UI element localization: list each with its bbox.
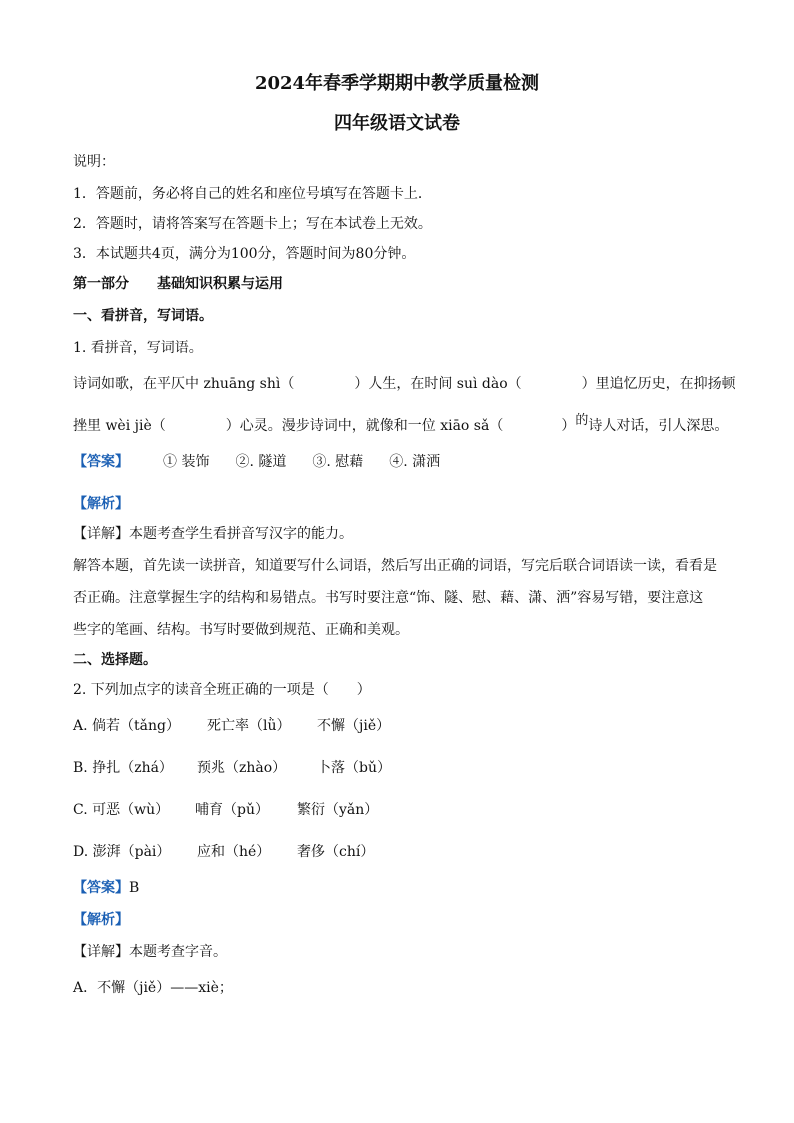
answer-item: ① 装饰 [163,454,210,470]
answer-value: B [129,880,140,896]
analysis-label: 【解析】 [73,912,129,928]
choice-option-a: A. 倘若（tǎng） 死亡率（lǜ） 不懈（jiě） [73,718,391,734]
section-heading: 一、看拼音，写词语。 [73,308,213,324]
question-passage-line: 挫里 wèi jiè（ ）心灵。漫步诗词中，就像和一位 xiāo sǎ（ ）的诗人对话，引人深思。 [73,413,729,434]
answer-item: ③. 慰藉 [312,454,364,470]
question-stem: 2. 下列加点字的读音全班正确的一项是（ ） [73,682,371,698]
analysis-detail: 【详解】本题考查学生看拼音写汉字的能力。 [73,526,353,542]
exam-subtitle: 四年级语文试卷 [334,113,460,134]
choice-option-c: C. 可恶（wù） 哺育（pǔ） 繁衍（yǎn） [73,802,379,818]
answer-row [73,878,139,898]
choice-option-b: B. 挣扎（zhá） 预兆（zhào） 卜落（bǔ） [73,760,391,776]
analysis-label: 【解析】 [73,496,129,512]
answer-item: ④. 潇洒 [389,454,441,470]
answer-label: 【答案】 [73,454,129,470]
instructions-label: 说明： [73,154,115,170]
question-stem: 1. 看拼音，写词语。 [73,340,203,356]
answer-item: ②. 隧道 [235,454,287,470]
instruction-item: 2．答题时，请将答案写在答题卡上；写在本试卷上无效。 [73,216,432,232]
section-heading: 二、选择题。 [73,652,157,668]
question-passage-line: 诗词如歌，在平仄中 zhuāng shì（ ）人生，在时间 suì dào（ ）里追忆历史，在抑扬顿 [73,376,736,392]
analysis-paragraph: 否正确。注意掌握生字的结构和易错点。书写时要注意“饰、隧、慰、藉、潇、洒”容易写错，要注意这 [73,590,704,606]
part-title: 基础知识积累与运用 [157,276,283,292]
answer-row [73,452,466,472]
part-label: 第一部分 [73,276,129,292]
analysis-note: A．不懈（jiě）——xiè； [73,980,233,996]
analysis-paragraph: 解答本题，首先读一读拼音，知道要写什么词语，然后写出正确的词语，写完后联合词语读一读，看看是 [73,558,717,574]
exam-title: 2024年春季学期期中教学质量检测 [254,73,540,94]
analysis-paragraph: 些字的笔画、结构。书写时要做到规范、正确和美观。 [73,622,409,638]
instruction-item: 1．答题前，务必将自己的姓名和座位号填写在答题卡上． [73,186,432,202]
answer-label: 【答案】 [73,880,129,896]
analysis-detail: 【详解】本题考查字音。 [73,944,227,960]
instruction-item: 3．本试题共4页，满分为100分，答题时间为80分钟。 [73,246,416,262]
choice-option-d: D. 澎湃（pài） 应和（hé） 奢侈（chí） [73,844,375,860]
part-heading [73,274,283,294]
